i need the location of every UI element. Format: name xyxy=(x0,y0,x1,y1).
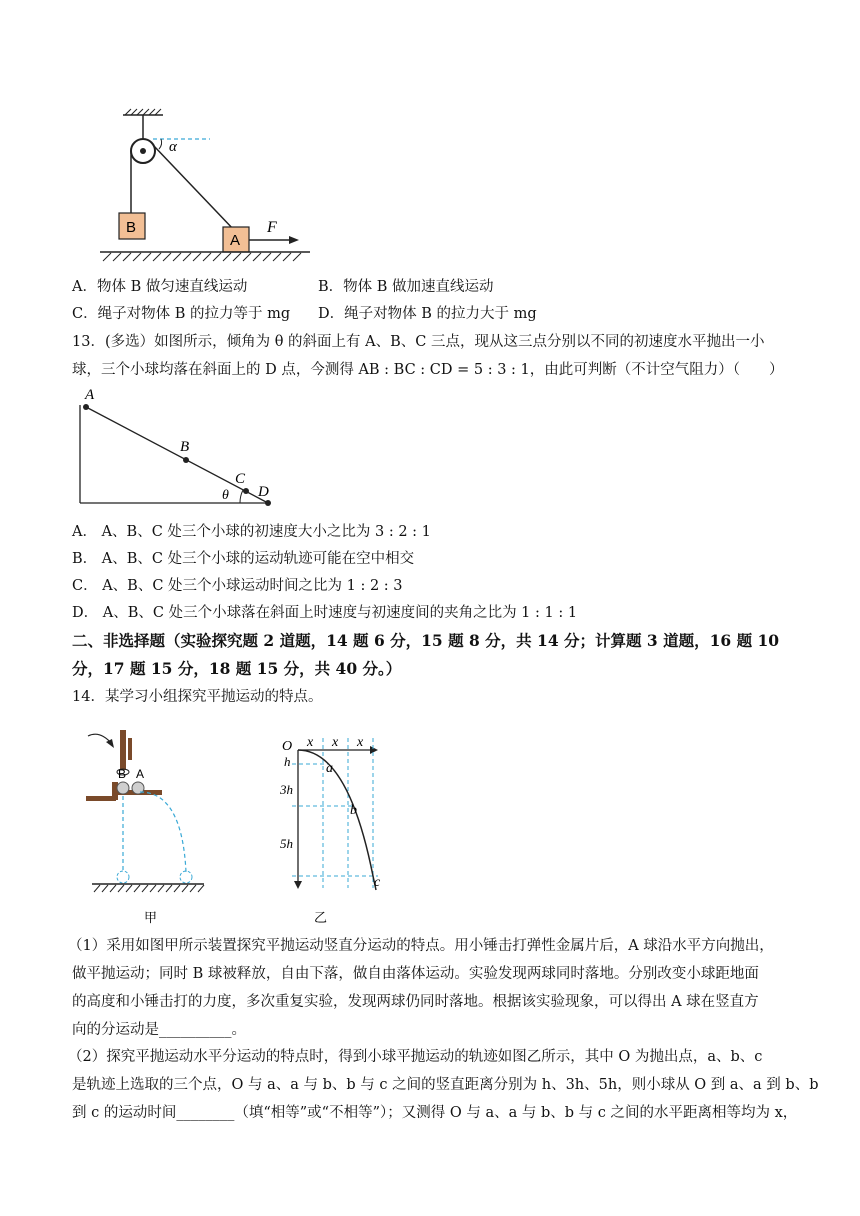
label-point-b: b xyxy=(350,803,357,818)
label-b: B xyxy=(180,439,190,455)
label-a: A xyxy=(230,232,241,249)
label-b: B xyxy=(126,219,137,236)
ball-b xyxy=(117,782,129,794)
label-d: D xyxy=(258,484,269,500)
label-a: A xyxy=(85,387,95,403)
q13-option-a: A． A、B、C 处三个小球的初速度大小之比为 3 : 2 : 1 xyxy=(72,524,431,540)
q14-part1-line1: （1）采用如图甲所示装置探究平抛运动竖直分运动的特点。用小锤击打弹性金属片后，A 球沿水平方向抛出， xyxy=(68,938,774,954)
label-ball-b: B xyxy=(118,767,127,781)
q14-part2-line2: 是轨迹上选取的三个点，O 与 a、a 与 b、b 与 c 之间的竖直距离分别为 h、3h、5h，则小球从 O 到 a、a 到 b、b xyxy=(72,1077,819,1093)
q12-option-c: C．绳子对物体 B 的拉力等于 mg xyxy=(72,306,291,322)
caption-jia: 甲 xyxy=(144,911,158,926)
q14-part1-line3: 的高度和小锤击打的力度，多次重复实验，发现两球仍同时落地。根据该实验现象，可以得出 A 球在竖直方 xyxy=(72,994,759,1010)
point-c xyxy=(243,488,249,494)
point-d xyxy=(265,500,271,506)
section2-heading-line1: 二、非选择题（实验探究题 2 道题，14 题 6 分，15 题 8 分，共 14 分；计算题 3 道题，16 题 10 xyxy=(72,631,780,650)
q14-part2-line3: 到 c 的运动时间________（填“相等”或“不相等”）；又测得 O 与 a、a 与 b、b 与 c 之间的水平距离相等均为 x， xyxy=(72,1105,798,1121)
label-point-a: a xyxy=(326,761,333,776)
q13-stem-line2: 球，三个小球均落在斜面上的 D 点，今测得 AB : BC : CD = 5 : 3 : 1，由此可判断（不计空气阻力）（ ） xyxy=(72,362,784,378)
apparatus-figure-jia xyxy=(78,722,208,927)
label-5h: 5h xyxy=(280,836,293,851)
q13-option-d: D． A、B、C 处三个小球落在斜面上时速度与初速度间的夹角之比为 1 : 1 : 1 xyxy=(72,605,578,621)
section2-heading-line2: 分，17 题 15 分，18 题 15 分，共 40 分。） xyxy=(72,659,402,678)
q12-option-b: B．物体 B 做加速直线运动 xyxy=(318,279,494,295)
q13-option-c: C． A、B、C 处三个小球运动时间之比为 1 : 2 : 3 xyxy=(72,578,403,594)
q12-option-a: A．物体 B 做匀速直线运动 xyxy=(72,279,248,295)
label-f: F xyxy=(267,219,277,236)
label-o: O xyxy=(282,739,293,754)
q14-part2-line1: （2）探究平抛运动水平分运动的特点时，得到小球平抛运动的轨迹如图乙所示，其中 O 为抛出点，a、b、c xyxy=(68,1049,763,1065)
label-alpha: α xyxy=(169,139,177,155)
label-h: h xyxy=(284,754,291,769)
q13-option-b: B． A、B、C 处三个小球的运动轨迹可能在空中相交 xyxy=(72,551,415,567)
label-ball-a: A xyxy=(136,767,145,781)
q12-option-d: D．绳子对物体 B 的拉力大于 mg xyxy=(318,306,537,322)
label-x3: x xyxy=(357,735,364,750)
point-b xyxy=(183,457,189,463)
trajectory-figure-yi xyxy=(278,730,398,930)
label-point-c: c xyxy=(374,875,381,890)
q14-intro: 14．某学习小组探究平抛运动的特点。 xyxy=(72,689,323,705)
label-3h: 3h xyxy=(280,782,293,797)
label-c: C xyxy=(235,471,246,487)
q13-stem-line1: 13．(多选）如图所示，倾角为 θ 的斜面上有 A、B、C 三点，现从这三点分别以不同的初速度水平抛出一小 xyxy=(72,334,765,350)
incline-figure xyxy=(70,385,290,510)
q14-part1-line4: 向的分运动是__________。 xyxy=(72,1022,246,1038)
label-theta: θ xyxy=(222,488,229,503)
point-a xyxy=(83,404,89,410)
pulley-figure xyxy=(95,105,315,270)
label-x1: x xyxy=(307,735,314,750)
q14-part1-line2: 做平抛运动；同时 B 球被释放，自由下落，做自由落体运动。实验发现两球同时落地。分别改变小球距地面 xyxy=(72,966,759,982)
label-x2: x xyxy=(332,735,339,750)
caption-yi: 乙 xyxy=(314,911,328,926)
